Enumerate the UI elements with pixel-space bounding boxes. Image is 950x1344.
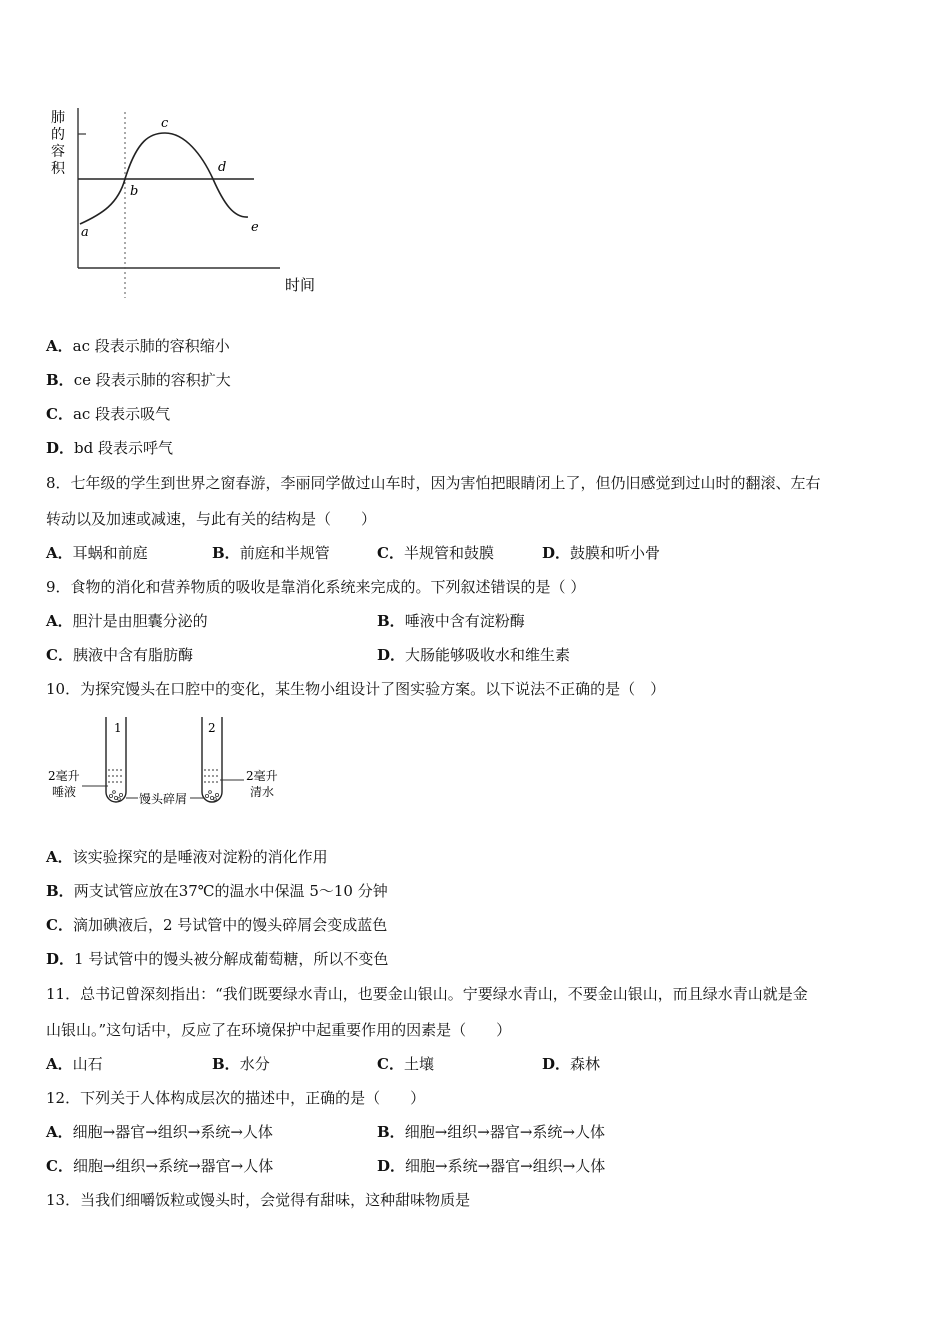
middle-label-bread: 馒头碎屑: [139, 792, 188, 806]
option-letter: C．: [46, 405, 73, 423]
option-text: 土壤: [403, 1055, 434, 1073]
tube-2-number: 2: [208, 721, 216, 735]
option-text: 细胞→组织→系统→器官→人体: [72, 1157, 274, 1175]
option-text: 1 号试管中的馒头被分解成葡萄糖，所以不变色: [74, 950, 389, 968]
option-text: 耳蜗和前庭: [72, 544, 148, 562]
option-text: 两支试管应放在37℃的温水中保温 5～10 分钟: [73, 882, 388, 900]
q9-option-d: [377, 645, 570, 665]
option-letter: C．: [46, 1157, 73, 1175]
option-letter: A．: [46, 1055, 73, 1073]
option-text: ac 段表示肺的容积缩小: [72, 337, 230, 355]
q11-option-a: [46, 1054, 103, 1074]
option-letter: D．: [377, 646, 406, 664]
q8-option-d: [542, 543, 660, 563]
tube-1-liquid: [108, 770, 124, 782]
left-label-saliva: 唾液: [52, 785, 77, 799]
q13-stem: 13．当我们细嚼饭粒或馒头时，会觉得有甜味，这种甜味物质是: [46, 1191, 471, 1209]
option-text: 前庭和半规管: [239, 544, 330, 562]
option-text: ac 段表示吸气: [72, 405, 171, 423]
q12-option-a: [46, 1122, 273, 1142]
q11-option-b: [212, 1054, 270, 1074]
point-label-d: d: [218, 160, 227, 175]
q7-option-d: [46, 438, 173, 458]
option-letter: B．: [46, 371, 74, 389]
option-text: 鼓膜和听小骨: [570, 544, 661, 562]
x-axis-label: 时间: [285, 276, 316, 294]
q10-option-b: [46, 881, 388, 901]
option-text: 细胞→组织→器官→系统→人体: [404, 1123, 605, 1141]
y-label-char-2: 的: [51, 127, 65, 143]
left-label-volume: 2毫升: [48, 769, 80, 783]
q10-stem: 10．为探究馒头在口腔中的变化，某生物小组设计了图实验方案。以下说法不正确的是（ ）: [46, 680, 666, 698]
q11-option-c: [377, 1054, 434, 1074]
option-text: 半规管和鼓膜: [403, 544, 494, 562]
q9-option-a: [46, 611, 208, 631]
option-letter: C．: [46, 916, 73, 934]
option-text: 山石: [72, 1055, 103, 1073]
q10-option-a: [46, 847, 328, 867]
option-letter: A．: [46, 848, 73, 866]
tube-2-bread-crumbs: [205, 791, 218, 801]
test-tube-figure: [44, 712, 294, 817]
q12-stem: 12．下列关于人体构成层次的描述中，正确的是（ ）: [46, 1089, 426, 1107]
option-letter: D．: [542, 544, 571, 562]
option-letter: B．: [212, 544, 240, 562]
option-text: 细胞→系统→器官→组织→人体: [405, 1157, 606, 1175]
option-letter: A．: [46, 544, 73, 562]
lung-volume-figure: [40, 100, 340, 310]
option-text: 大肠能够吸收水和维生素: [405, 646, 571, 664]
y-axis-label: [51, 109, 69, 177]
option-text: 唾液中含有淀粉酶: [404, 612, 525, 630]
q11-stem-line-1: 11．总书记曾深刻指出：“我们既要绿水青山，也要金山银山。宁要绿水青山，不要金山银山，而且绿水青山就是金: [46, 985, 808, 1003]
option-letter: B．: [377, 612, 405, 630]
q9-option-c: [46, 645, 193, 665]
q10-option-c: [46, 915, 387, 935]
q11-stem-line-2: 山银山。”这句话中，反应了在环境保护中起重要作用的因素是（ ）: [46, 1021, 512, 1039]
tube-1-number: 1: [114, 721, 122, 735]
option-letter: D．: [46, 950, 75, 968]
q8-option-a: [46, 543, 148, 563]
q12-option-d: [377, 1156, 605, 1176]
option-letter: A．: [46, 337, 73, 355]
point-label-a: a: [81, 225, 89, 240]
option-text: 胰液中含有脂肪酶: [72, 646, 193, 664]
option-text: 细胞→器官→组织→系统→人体: [72, 1123, 273, 1141]
right-label-volume: 2毫升: [246, 769, 278, 783]
option-letter: C．: [377, 544, 404, 562]
option-letter: A．: [46, 1123, 73, 1141]
q8-stem-line-1: 8．七年级的学生到世界之窗春游，李丽同学做过山车时，因为害怕把眼睛闭上了，但仍旧感觉到过山时的翻滚、左右: [46, 474, 821, 492]
option-text: 水分: [239, 1055, 270, 1073]
q7-option-c: [46, 404, 170, 424]
option-letter: B．: [46, 882, 74, 900]
q11-option-d: [542, 1054, 600, 1074]
option-letter: A．: [46, 612, 73, 630]
q7-option-a: [46, 336, 230, 356]
q8-stem-line-2: 转动以及加速或减速，与此有关的结构是（ ）: [46, 510, 377, 528]
option-text: 森林: [570, 1055, 601, 1073]
y-label-char-4: 积: [51, 161, 65, 177]
option-letter: D．: [46, 439, 75, 457]
point-label-b: b: [130, 184, 139, 199]
option-letter: B．: [377, 1123, 405, 1141]
q9-option-b: [377, 611, 525, 631]
option-letter: C．: [46, 646, 73, 664]
option-text: ce 段表示肺的容积扩大: [73, 371, 231, 389]
tube-1-bread-crumbs: [109, 791, 122, 801]
option-text: 滴加碘液后，2 号试管中的馒头碎屑会变成蓝色: [72, 916, 388, 934]
option-letter: B．: [212, 1055, 240, 1073]
q9-stem: 9．食物的消化和营养物质的吸收是靠消化系统来完成的。下列叙述错误的是（ ）: [46, 578, 586, 596]
right-label-water: 清水: [250, 785, 275, 799]
option-letter: C．: [377, 1055, 404, 1073]
option-text: bd 段表示呼气: [74, 439, 173, 457]
q10-option-d: [46, 949, 388, 969]
y-label-char-1: 肺: [51, 110, 65, 126]
tube-2-liquid: [204, 770, 220, 782]
option-letter: D．: [377, 1157, 406, 1175]
point-label-e: e: [251, 220, 259, 235]
q12-option-c: [46, 1156, 273, 1176]
option-letter: D．: [542, 1055, 571, 1073]
option-text: 胆汁是由胆囊分泌的: [72, 612, 208, 630]
q12-option-b: [377, 1122, 605, 1142]
point-label-c: c: [161, 116, 169, 131]
y-label-char-3: 容: [51, 144, 65, 160]
option-text: 该实验探究的是唾液对淀粉的消化作用: [72, 848, 328, 866]
q7-option-b: [46, 370, 231, 390]
q8-option-c: [377, 543, 494, 563]
q8-option-b: [212, 543, 330, 563]
